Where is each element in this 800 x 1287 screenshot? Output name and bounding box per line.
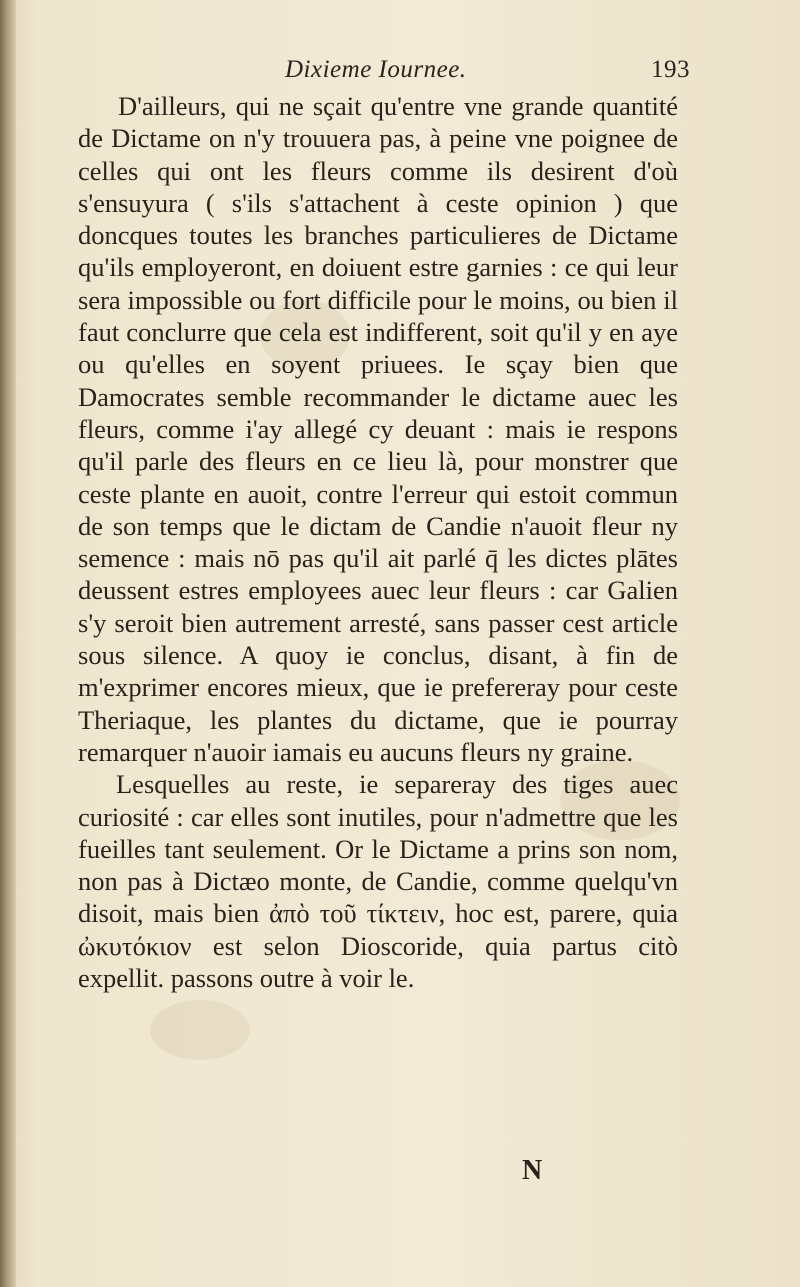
page-header xyxy=(78,52,690,88)
running-title: Dixieme Iournee. xyxy=(285,56,467,83)
paragraph: Lesquelles au reste, ie separeray des tiges auec curiosité : car elles sont inutiles, pour n'admettre que les fueilles tant seulement. Or le Dictame a prins son nom, non pas à Dictæo monte, de Candie, comme quelqu'vn disoit, mais bien ἀπὸ τοῦ τίκτειν, hoc est, parere, quia ὠκυτόκιον est selon Dioscoride, quia partus citò expellit. passons outre à voir le. xyxy=(78,769,678,994)
binding-gutter xyxy=(0,0,16,1287)
page-number: 193 xyxy=(651,56,690,83)
body-text xyxy=(78,90,678,994)
foxing-stain xyxy=(150,1000,250,1060)
catchword: N xyxy=(522,1155,543,1186)
paragraph: D'ailleurs, qui ne sçait qu'entre vne grande quantité de Dictame on n'y trouuera pas, à peine vne poignee de celles qui ont les fleurs comme ils desirent d'où s'ensuyura ( s'ils s'attachent à ceste opinion ) que doncques toutes les branches particulieres de Dictame qu'ils employeront, en doiuent estre garnies : ce qui leur sera impossible ou fort difficile pour le moins, ou bien il faut conclurre que cela est indifferent, soit qu'il y en aye ou qu'elles en soyent priuees. Ie sçay bien que Damocrates semble recommander le dictame auec les fleurs, comme i'ay allegé cy deuant : mais ie respons qu'il parle des fleurs en ce lieu là, pour monstrer que ceste plante en auoit, contre l'erreur qui estoit commun de son temps que le dictam de Candie n'auoit fleur ny semence : mais nō pas qu'il ait parlé q̄ les dictes plātes deussent estres employees auec leur fleurs : car Galien s'y seroit bien autrement arresté, sans passer cest article sous silence. A quoy ie conclus, disant, à fin de m'exprimer encores mieux, que ie prefereray pour ceste Theriaque, les plantes du dictame, que ie pourray remarquer n'auoir iamais eu aucuns fleurs ny graine. xyxy=(78,91,678,767)
book-page xyxy=(78,52,690,994)
